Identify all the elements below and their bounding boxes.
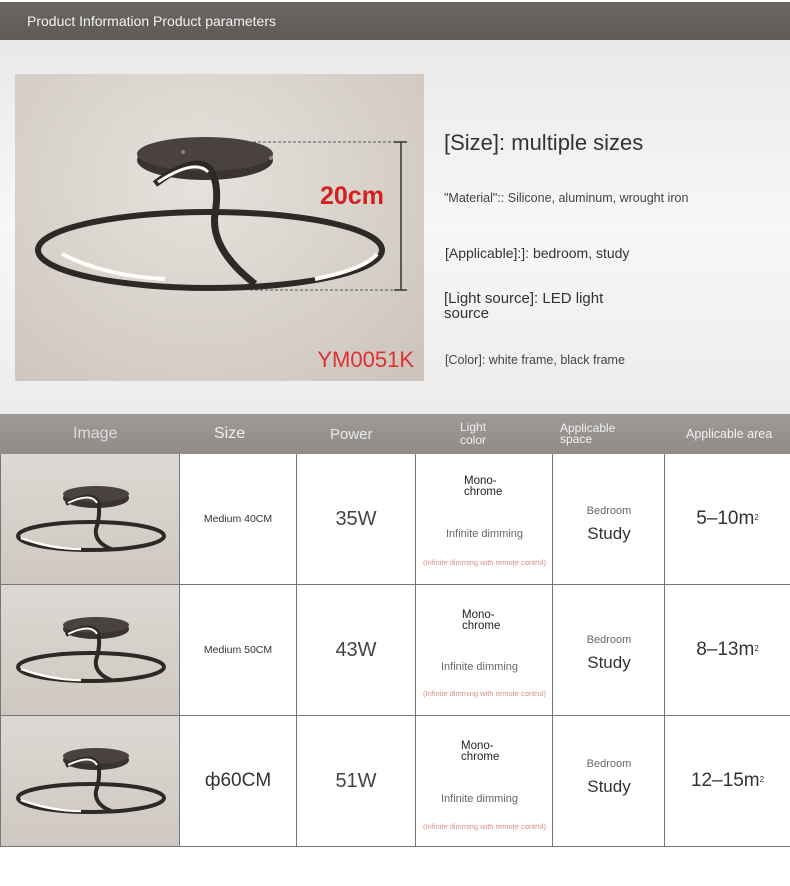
height-dimension-label: 20cm xyxy=(320,182,384,210)
light-color-label: Mono-chrome xyxy=(464,475,503,498)
light-color-label: Mono-chrome xyxy=(462,609,501,632)
page-header xyxy=(0,2,790,40)
size-value: Medium 40CM xyxy=(203,513,273,525)
area-unit-superscript: 2 xyxy=(759,774,765,784)
spec-color: [Color]: white frame, black frame xyxy=(445,353,625,367)
row-applicable-space xyxy=(553,585,665,715)
area-unit-superscript: 2 xyxy=(754,643,759,653)
header-image: Image xyxy=(73,425,118,442)
row-applicable-area xyxy=(665,716,790,846)
ceiling-lamp-illustration xyxy=(15,74,424,381)
spec-material: "Material":: Silicone, aluminum, wrought iron xyxy=(444,191,689,205)
table-header xyxy=(0,414,790,454)
table-row xyxy=(0,585,790,716)
space-study: Study xyxy=(587,524,631,543)
row-size xyxy=(180,454,297,584)
row-applicable-area xyxy=(665,454,790,584)
row-applicable-space xyxy=(553,716,665,846)
size-value: Medium 50CM xyxy=(203,644,273,656)
product-photo xyxy=(15,74,424,381)
space-study: Study xyxy=(587,653,631,672)
space-bedroom: Bedroom xyxy=(586,758,632,770)
header-light-color: Light color xyxy=(460,420,487,447)
row-size xyxy=(180,716,297,846)
remote-note: (Infinite dimming with remote control) xyxy=(423,689,546,698)
row-light-color xyxy=(416,454,553,584)
dimming-label: Infinite dimming xyxy=(440,793,519,805)
space-bedroom: Bedroom xyxy=(586,505,632,517)
remote-note: (Infinite dimming with remote control) xyxy=(423,822,546,831)
row-power: 43W xyxy=(297,585,416,715)
row-image xyxy=(0,454,180,584)
area-value: 5–10m xyxy=(696,508,755,529)
header-size: Size xyxy=(214,425,246,442)
row-light-color xyxy=(416,585,553,715)
header-applicable-space: Applicable space xyxy=(560,421,616,446)
row-image xyxy=(0,716,180,846)
row-size xyxy=(180,585,297,715)
space-study: Study xyxy=(587,777,631,796)
area-value: 12–15m xyxy=(690,770,760,791)
header-power: Power xyxy=(330,425,373,443)
spec-light-source: [Light source]: LED light source xyxy=(444,290,604,322)
space-bedroom: Bedroom xyxy=(586,634,632,646)
spec-size: [Size]: multiple sizes xyxy=(444,130,644,155)
row-applicable-area xyxy=(665,585,790,715)
spec-applicable: [Applicable]:]: bedroom, study xyxy=(445,245,630,261)
lamp-thumbnail-icon xyxy=(1,716,180,846)
dimming-label: Infinite dimming xyxy=(440,661,519,673)
area-value: 8–13m xyxy=(696,639,755,660)
header-applicable-area: Applicable area xyxy=(686,427,773,441)
lamp-thumbnail-icon xyxy=(1,454,180,584)
header-title: Product Information Product parameters xyxy=(27,13,277,29)
lamp-thumbnail-icon xyxy=(1,585,180,715)
light-color-label: Mono-chrome xyxy=(461,740,500,763)
row-power: 35W xyxy=(297,454,416,584)
table-row xyxy=(0,716,790,847)
row-applicable-space xyxy=(553,454,665,584)
row-power: 51W xyxy=(297,716,416,846)
table-row xyxy=(0,454,790,585)
model-number: YM0051K xyxy=(317,347,414,372)
remote-note: (Infinite dimming with remote control) xyxy=(423,558,546,567)
area-unit-superscript: 2 xyxy=(754,512,759,522)
product-hero xyxy=(0,40,790,414)
row-image xyxy=(0,585,180,715)
dimming-label: Infinite dimming xyxy=(445,528,524,540)
size-value: ф60CM xyxy=(204,770,272,791)
row-light-color xyxy=(416,716,553,846)
